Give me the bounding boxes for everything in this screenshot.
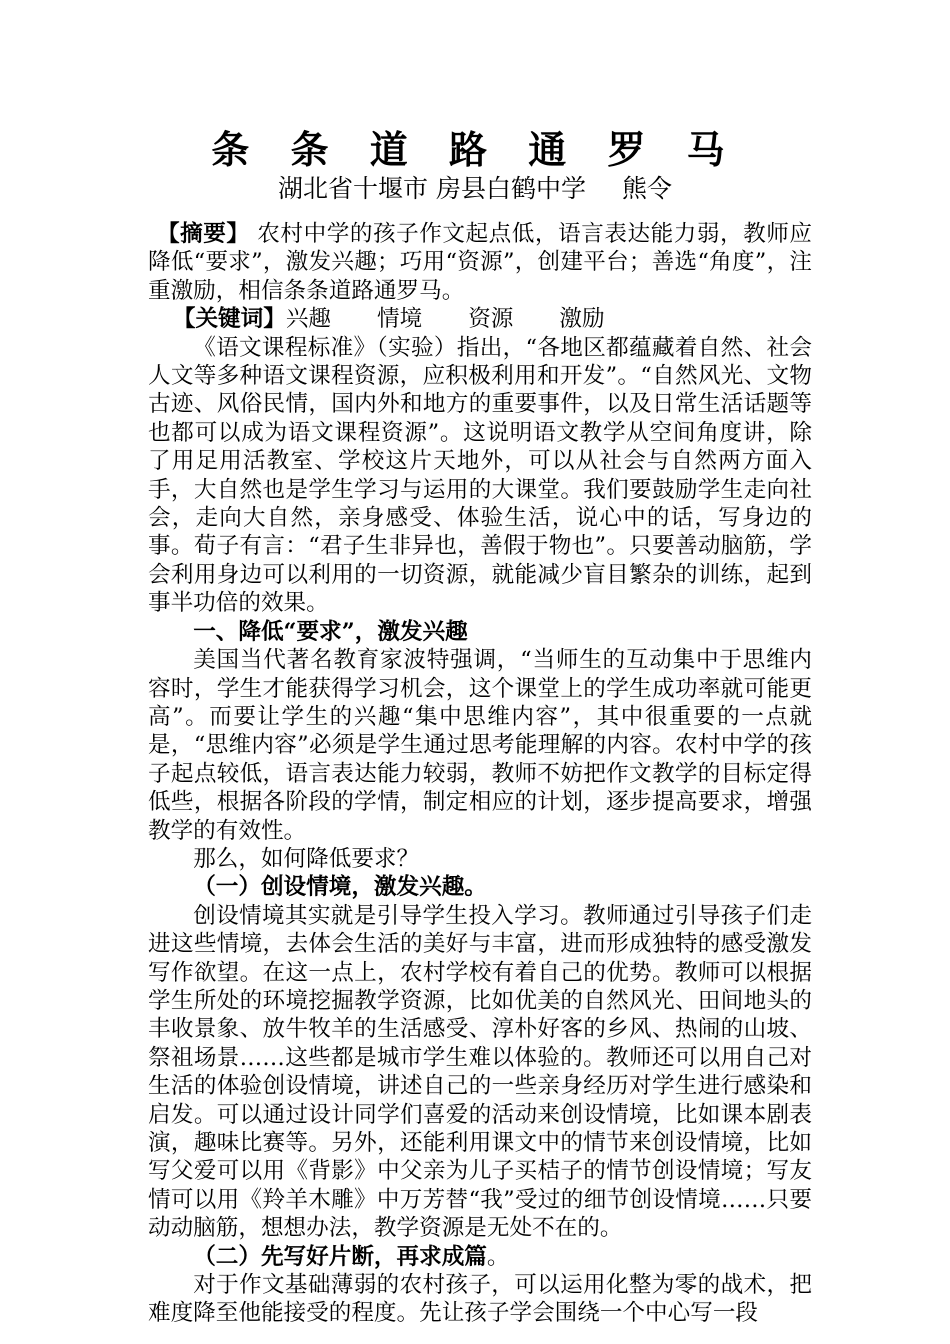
subsection-heading: （一）创设情境，激发兴趣。	[193, 874, 487, 901]
keyword-item: 情境	[377, 306, 423, 333]
keyword-item: 激励	[559, 306, 605, 333]
document-body	[148, 220, 812, 1328]
intro-paragraph: 《语文课程标准》（实验）指出，“各地区都蕴藏着自然、社会人文等多种语文课程资源，应积极利用和开发”。“自然风光、文物古迹、风俗民情，国内外和地方的重要事件，以及日常生活话题等也都可以成为语文课程资源”。这说明语文教学从空间角度讲，除了用足用活教室、学校这片天地外，可以从社会与自然两方面入手，大自然也是学生学习与运用的大课堂。我们要鼓励学生走向社会，走向大自然，亲身感受、体验生活，说心中的话，写身边的事。荀子有言：“君子生非异也，善假于物也”。只要善动脑筋，学会利用身边可以利用的一切资源，就能减少盲目繁杂的训练，起到事半功倍的效果。	[148, 334, 812, 617]
author-line	[0, 172, 950, 206]
abstract	[148, 220, 812, 305]
keyword-item: 兴趣	[285, 306, 332, 333]
author-school: 湖北省十堰市 房县白鹤中学	[278, 174, 586, 203]
abstract-text: 农村中学的孩子作文起点低，语言表达能力弱，教师应降低“要求”，激发兴趣；巧用“资源”，创建平台；善选“角度”，注重激励，相信条条道路通罗马。	[148, 221, 813, 304]
abstract-label: 【摘要】	[157, 221, 250, 247]
subsection-heading-tail: 。	[486, 1243, 510, 1270]
document-title: 条 条 道 路 通 罗 马	[211, 127, 739, 172]
subsection-heading-text: （二）先写好片断，再求成篇	[193, 1243, 487, 1270]
keyword-item: 资源	[468, 306, 514, 333]
subsection-heading-2	[148, 1243, 812, 1271]
keywords-label: 【关键词】	[172, 306, 286, 333]
subsection-paragraph: 对于作文基础薄弱的农村孩子，可以运用化整为零的战术，把难度降至他能接受的程度。先让孩子学会围绕一个中心写一段	[148, 1272, 812, 1327]
subsection-paragraph: 创设情境其实就是引导学生投入学习。教师通过引导孩子们走进这些情境，去体会生活的美好与丰富，进而形成独特的感受激发写作欲望。在这一点上，农村学校有着自己的优势。教师可以根据学生所处的环境挖掘教学资源，比如优美的自然风光、田间地头的丰收景象、放牛牧羊的生活感受、淳朴好客的乡风、热闹的山坡、祭祖场景……这些都是城市学生难以体验的。教师还可以用自己对生活的体验创设情境，讲述自己的一些亲身经历对学生进行感染和启发。可以通过设计同学们喜爱的活动来创设情境，比如课本剧表演，趣味比赛等。另外，还能利用课文中的情节来创设情境，比如写父爱可以用《背影》中父亲为儿子买桔子的情节创设情境；写友情可以用《羚羊木雕》中万芳替“我”受过的细节创设情境……只要动动脑筋，想想办法，教学资源是无处不在的。	[148, 902, 812, 1242]
section-paragraph: 美国当代著名教育家波特强调，“当师生的互动集中于思维内容时，学生才能获得学习机会，这个课堂上的学生成功率就可能更高”。而要让学生的兴趣“集中思维内容”，其中很重要的一点就是，“思维内容”必须是学生通过思考能理解的内容。农村中学的孩子起点较低，语言表达能力较弱，教师不妨把作文教学的目标定得低些，根据各阶段的学情，制定相应的计划，逐步提高要求，增强教学的有效性。	[148, 647, 812, 844]
section-heading: 一、降低“要求”，激发兴趣	[193, 618, 468, 645]
keywords	[148, 305, 812, 333]
author-name: 熊令	[621, 174, 672, 203]
section-paragraph: 那么，如何降低要求？	[193, 845, 420, 872]
